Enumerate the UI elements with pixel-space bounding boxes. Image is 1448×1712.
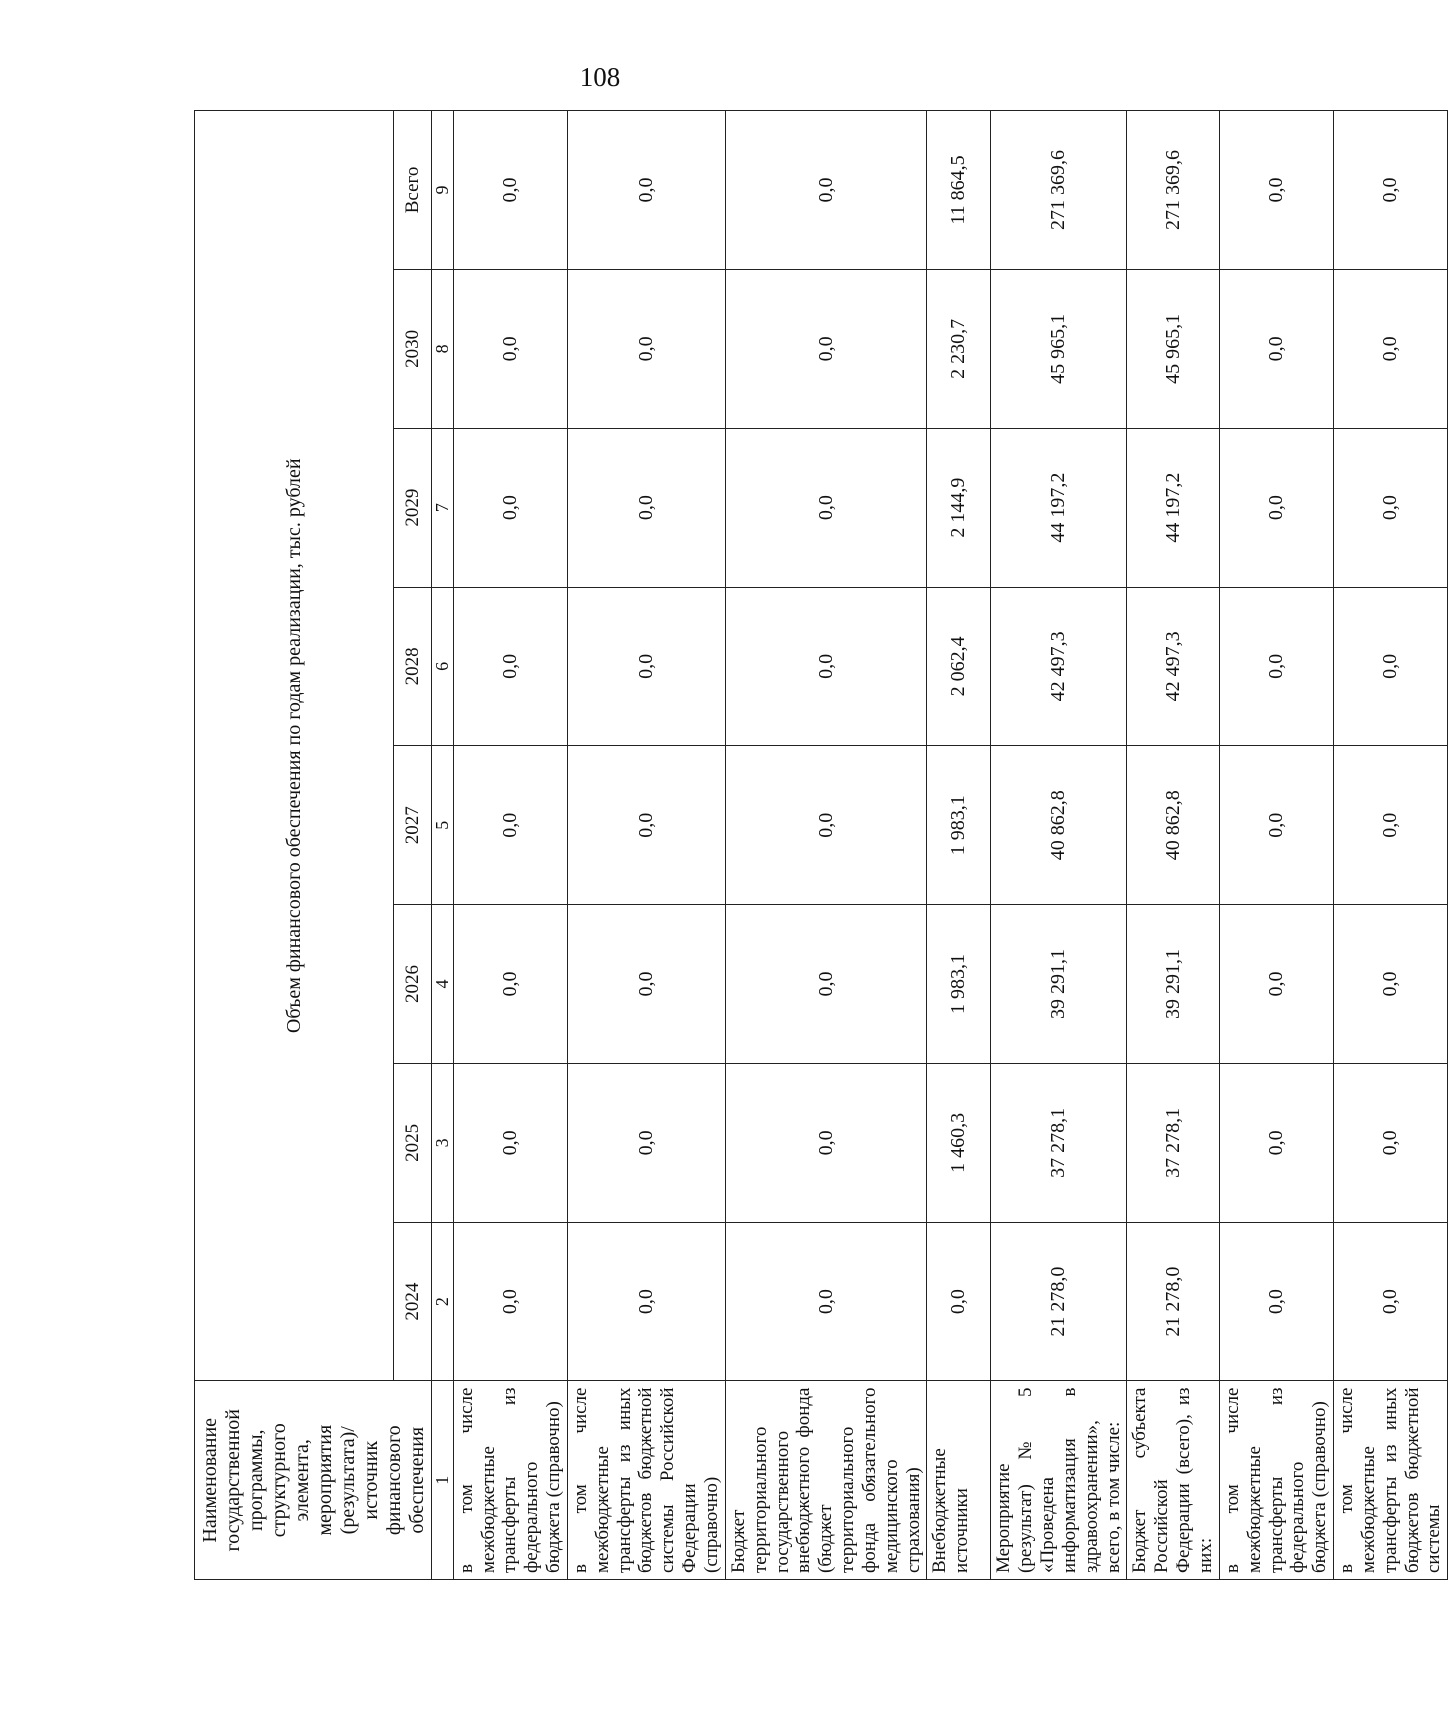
row-value: 1 983,1 xyxy=(927,905,991,1064)
row-value: 0,0 xyxy=(1334,111,1448,270)
row-value: 0,0 xyxy=(1219,587,1333,746)
row-value: 21 278,0 xyxy=(991,1222,1127,1381)
row-value: 0,0 xyxy=(1334,269,1448,428)
header-year: 2029 xyxy=(394,428,432,587)
header-name-column: Наименование государственной программы, структурного элемента, мероприятия (результата)/источник финансового обеспечения xyxy=(195,1381,432,1580)
financing-table xyxy=(194,110,1448,1580)
row-value: 0,0 xyxy=(1334,587,1448,746)
row-value: 0,0 xyxy=(567,1222,725,1381)
row-name: в том числе межбюджетные трансферты из иных бюджетов бюджетной системы xyxy=(1334,1381,1448,1580)
row-value: 0,0 xyxy=(1219,428,1333,587)
row-value: 0,0 xyxy=(1334,1063,1448,1222)
header-year: 2024 xyxy=(394,1222,432,1381)
row-value: 0,0 xyxy=(725,1222,927,1381)
header-column-number: 6 xyxy=(432,587,454,746)
header-column-number: 4 xyxy=(432,905,454,1064)
table-row xyxy=(725,111,927,1580)
row-name: в том числе межбюджетные трансферты из федерального бюджета (справочно) xyxy=(1219,1381,1333,1580)
row-value: 0,0 xyxy=(567,1063,725,1222)
row-value: 21 278,0 xyxy=(1127,1222,1219,1381)
table-row xyxy=(1127,111,1219,1580)
row-value: 0,0 xyxy=(1219,746,1333,905)
header-column-number: 3 xyxy=(432,1063,454,1222)
row-value: 2 144,9 xyxy=(927,428,991,587)
table-row xyxy=(1219,111,1333,1580)
table-row xyxy=(1334,111,1448,1580)
row-name: в том числе межбюджетные трансферты из федерального бюджета (справочно) xyxy=(453,1381,567,1580)
row-value: 0,0 xyxy=(453,269,567,428)
row-value: 0,0 xyxy=(453,1063,567,1222)
row-value: 1 983,1 xyxy=(927,746,991,905)
row-value: 0,0 xyxy=(567,587,725,746)
row-value: 0,0 xyxy=(725,1063,927,1222)
rotated-table-wrapper xyxy=(194,110,1445,1580)
row-value: 45 965,1 xyxy=(1127,269,1219,428)
row-name: Мероприятие (результат) № 5 «Проведена информатизация в здравоохранении», всего, в том числе: xyxy=(991,1381,1127,1580)
row-name: Внебюджетные источники xyxy=(927,1381,991,1580)
header-column-number: 9 xyxy=(432,111,454,270)
row-value: 271 369,6 xyxy=(1127,111,1219,270)
header-year: 2028 xyxy=(394,587,432,746)
row-value: 0,0 xyxy=(725,587,927,746)
row-value: 39 291,1 xyxy=(1127,905,1219,1064)
row-value: 0,0 xyxy=(1334,905,1448,1064)
header-column-number: 2 xyxy=(432,1222,454,1381)
row-value: 0,0 xyxy=(453,905,567,1064)
table-row xyxy=(991,111,1127,1580)
row-value: 0,0 xyxy=(1334,1222,1448,1381)
row-value: 0,0 xyxy=(567,905,725,1064)
header-volume: Объем финансового обеспечения по годам реализации, тыс. рублей xyxy=(195,111,394,1382)
row-value: 271 369,6 xyxy=(991,111,1127,270)
row-value: 42 497,3 xyxy=(1127,587,1219,746)
row-value: 40 862,8 xyxy=(991,746,1127,905)
table-row xyxy=(453,111,567,1580)
header-column-number: 8 xyxy=(432,269,454,428)
header-column-number: 1 xyxy=(432,1381,454,1580)
header-year: 2026 xyxy=(394,905,432,1064)
header-year: 2030 xyxy=(394,269,432,428)
row-value: 0,0 xyxy=(1219,1063,1333,1222)
row-value: 0,0 xyxy=(1219,905,1333,1064)
row-value: 44 197,2 xyxy=(991,428,1127,587)
header-year: 2025 xyxy=(394,1063,432,1222)
row-value: 0,0 xyxy=(567,111,725,270)
row-value: 0,0 xyxy=(567,269,725,428)
row-value: 2 230,7 xyxy=(927,269,991,428)
row-value: 40 862,8 xyxy=(1127,746,1219,905)
row-value: 0,0 xyxy=(1334,428,1448,587)
row-value: 0,0 xyxy=(453,428,567,587)
row-value: 0,0 xyxy=(1219,1222,1333,1381)
row-value: 0,0 xyxy=(725,428,927,587)
row-value: 37 278,1 xyxy=(991,1063,1127,1222)
row-value: 11 864,5 xyxy=(927,111,991,270)
header-year: Всего xyxy=(394,111,432,270)
row-value: 0,0 xyxy=(1334,746,1448,905)
table-row xyxy=(567,111,725,1580)
row-value: 2 062,4 xyxy=(927,587,991,746)
row-value: 0,0 xyxy=(725,905,927,1064)
row-value: 0,0 xyxy=(453,746,567,905)
row-value: 39 291,1 xyxy=(991,905,1127,1064)
row-value: 0,0 xyxy=(453,1222,567,1381)
header-column-number: 7 xyxy=(432,428,454,587)
row-value: 45 965,1 xyxy=(991,269,1127,428)
row-value: 44 197,2 xyxy=(1127,428,1219,587)
row-value: 0,0 xyxy=(725,269,927,428)
row-value: 0,0 xyxy=(725,746,927,905)
table-row xyxy=(927,111,991,1580)
row-name: Бюджет субъекта Российской Федерации (всего), из них: xyxy=(1127,1381,1219,1580)
row-value: 0,0 xyxy=(453,587,567,746)
row-value: 0,0 xyxy=(1219,269,1333,428)
row-name: Бюджет территориального государственного внебюджетного фонда (бюджет территориального фонда обязательного медицинского страхования) xyxy=(725,1381,927,1580)
row-value: 0,0 xyxy=(1219,111,1333,270)
row-value: 0,0 xyxy=(453,111,567,270)
row-value: 0,0 xyxy=(567,746,725,905)
page-number: 108 xyxy=(579,62,621,92)
header-year: 2027 xyxy=(394,746,432,905)
header-column-number: 5 xyxy=(432,746,454,905)
row-value: 37 278,1 xyxy=(1127,1063,1219,1222)
row-value: 0,0 xyxy=(927,1222,991,1381)
row-value: 0,0 xyxy=(567,428,725,587)
row-value: 42 497,3 xyxy=(991,587,1127,746)
row-value: 1 460,3 xyxy=(927,1063,991,1222)
row-name: в том числе межбюджетные трансферты из иных бюджетов бюджетной системы Российской Федерации (справочно) xyxy=(567,1381,725,1580)
row-value: 0,0 xyxy=(725,111,927,270)
